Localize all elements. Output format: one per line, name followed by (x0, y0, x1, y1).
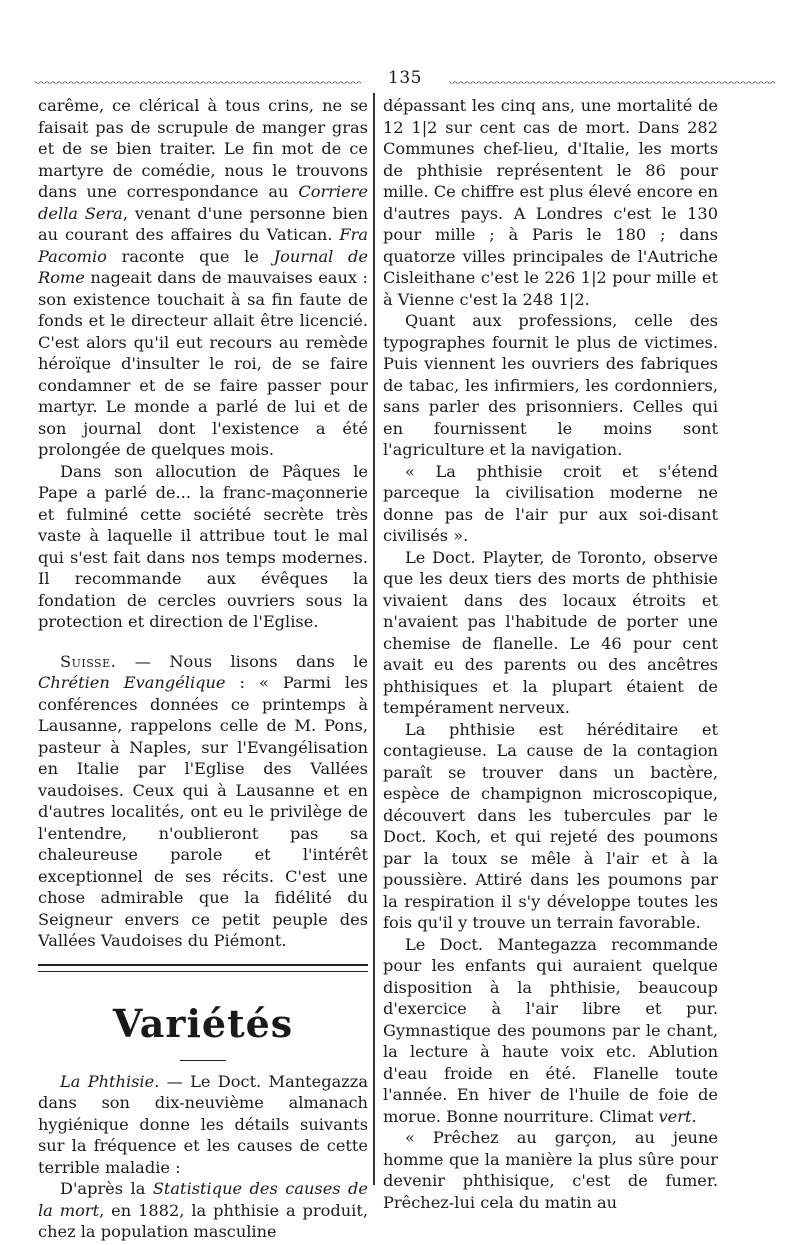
newspaper-name: Chrétien Evangélique (38, 673, 226, 692)
paragraph-professions: Quant aux professions, celle des typographes fournit le plus de victimes. Puis viennent les ouvriers des fabriques de tabac, les infirmiers, les cordonniers, sans parler des prisonniers. Celles qui en fournissent le moins sont l'agriculture et la navigation. (383, 311, 718, 459)
publication-title: Statistique des causes de la mort (38, 1179, 368, 1220)
paragraph-prechez: « Prêchez au garçon, au jeune homme que la manière la plus sûre pour devenir phthisique, c'est de fumer. Prêchez-lui cela du matin au (383, 1128, 718, 1212)
header-ornament-right (449, 81, 775, 85)
paragraph-contagion: La phthisie est héréditaire et contagieuse. La cause de la contagion paraît se trouver dans un bactère, espèce de champignon microscopique, découvert dans les tubercules par le Doct. Koch, et qui rejeté des poumons par la toux se mêle à l'air et à la poussière. Attiré dans les poumons par la respiration il s'y développe toutes les fois qu'il y trouve un terrain favorable. (383, 719, 718, 932)
newspaper-name: Corriere della Sera (38, 182, 368, 223)
column-divider (373, 93, 375, 1185)
paragraph-mortalite: dépassant les cinq ans, une mortalité de 12 1|2 sur cent cas de mort. Dans 282 Communes chef-lieu, d'Italie, les morts de phthisie représentent le 86 pour mille. Ce chiffre est plus élevé encore en d'autres pays. A Londres c'est le 130 pour mille ; à Paris le 180 ; dans quatorze villes principales de l'Autriche Cisleithane c'est le 226 1|2 pour mille et à Vienne c'est la 248 1|2. (383, 96, 718, 309)
page-header (35, 68, 775, 92)
person-name: Fra Pacomio (38, 225, 368, 266)
paragraph-phthisie-intro: La Phthisie. — Le Doct. Mantegazza dans son dix-neuvième almanach hygiénique donne les détails suivants sur la fréquence et les causes de cette terrible maladie : (38, 1071, 368, 1177)
section-label-suisse: Suisse. (60, 651, 117, 671)
paragraph-quote-civilisation: « La phthisie croit et s'étend parceque la civilisation moderne ne donne pas de l'air pur aux soi-disant civilisés ». (383, 461, 718, 545)
section-title: Variétés (112, 1000, 294, 1046)
paragraph-allocution: Dans son allocution de Pâques le Pape a parlé de... la franc-maçonnerie et fulminé cette société secrète très vaste à laquelle il attribue tout le mal qui s'est fait dans nos temps modernes. Il recommande aux évêques la fondation de cercles ouvriers sous la protection et direction de l'Eglise. (38, 461, 368, 631)
right-column (383, 95, 718, 1213)
paragraph-martyr: carême, ce clérical à tous crins, ne se faisait pas de scrupule de manger gras et de se bien traiter. Le fin mot de ce martyre de comédie, nous le trouvons dans une correspondance au Corriere della Sera, venant d'une personne bien au courant des affaires du Vatican. Fra Pacomio raconte que le Journal de Rome nageait dans de mauvaises eaux : son existence touchait à sa fin faute de fonds et le directeur allait être licencié. C'est alors qu'il eut recours au remède héroïque d'insulter le roi, de se faire condamner et de se faire passer pour martyr. Le monde a parlé de lui et de son journal dont l'existence a été prolongée de quelques mois. (38, 96, 368, 459)
paragraph-recommandations: Le Doct. Mantegazza recommande pour les enfants qui auraient quelque disposition à la phthisie, beaucoup d'exercice à l'air libre et pur. Gymnastique des poumons par le chant, la lecture à haute voix etc. Ablution d'eau froide en été. Flanelle toute l'année. En hiver de l'huile de foie de morue. Bonne nourriture. Climat vert. (383, 934, 718, 1126)
left-column (38, 95, 368, 1243)
section-rule (38, 964, 368, 972)
article-title: La Phthisie (60, 1071, 155, 1091)
header-ornament-left (35, 81, 361, 85)
page-number: 135 (388, 68, 422, 88)
paragraph-playter: Le Doct. Playter, de Toronto, observe que les deux tiers des morts de phthisie vivaient dans des locaux étroits et n'avaient pas l'habitude de porter une chemise de flanelle. Le 46 pour cent avait eu des parents ou des ancêtres phthisiques et la plupart étaient de tempérament nerveux. (383, 547, 718, 717)
paragraph-statistique: D'après la Statistique des causes de la mort, en 1882, la phthisie a produit, chez la population masculine (38, 1179, 369, 1241)
title-rule (180, 1060, 226, 1061)
newspaper-name: Journal de Rome (38, 246, 368, 287)
paragraph-suisse: Suisse. — Nous lisons dans le Chrétien Evangélique : « Parmi les conférences données ce printemps à Lausanne, rappelons celle de M. Pons, pasteur à Naples, sur l'Evangélisation en Italie par l'Eglise des Vallées vaudoises. Ceux qui à Lausanne et en d'autres localités, ont eu le privilège de l'entendre, n'oublieront pas sa chaleureuse parole et l'intérêt exceptionnel de ses récits. C'est une chose admirable que la fidélité du Seigneur envers ce petit peuple des Vallées Vaudoises du Piémont. (38, 651, 368, 950)
